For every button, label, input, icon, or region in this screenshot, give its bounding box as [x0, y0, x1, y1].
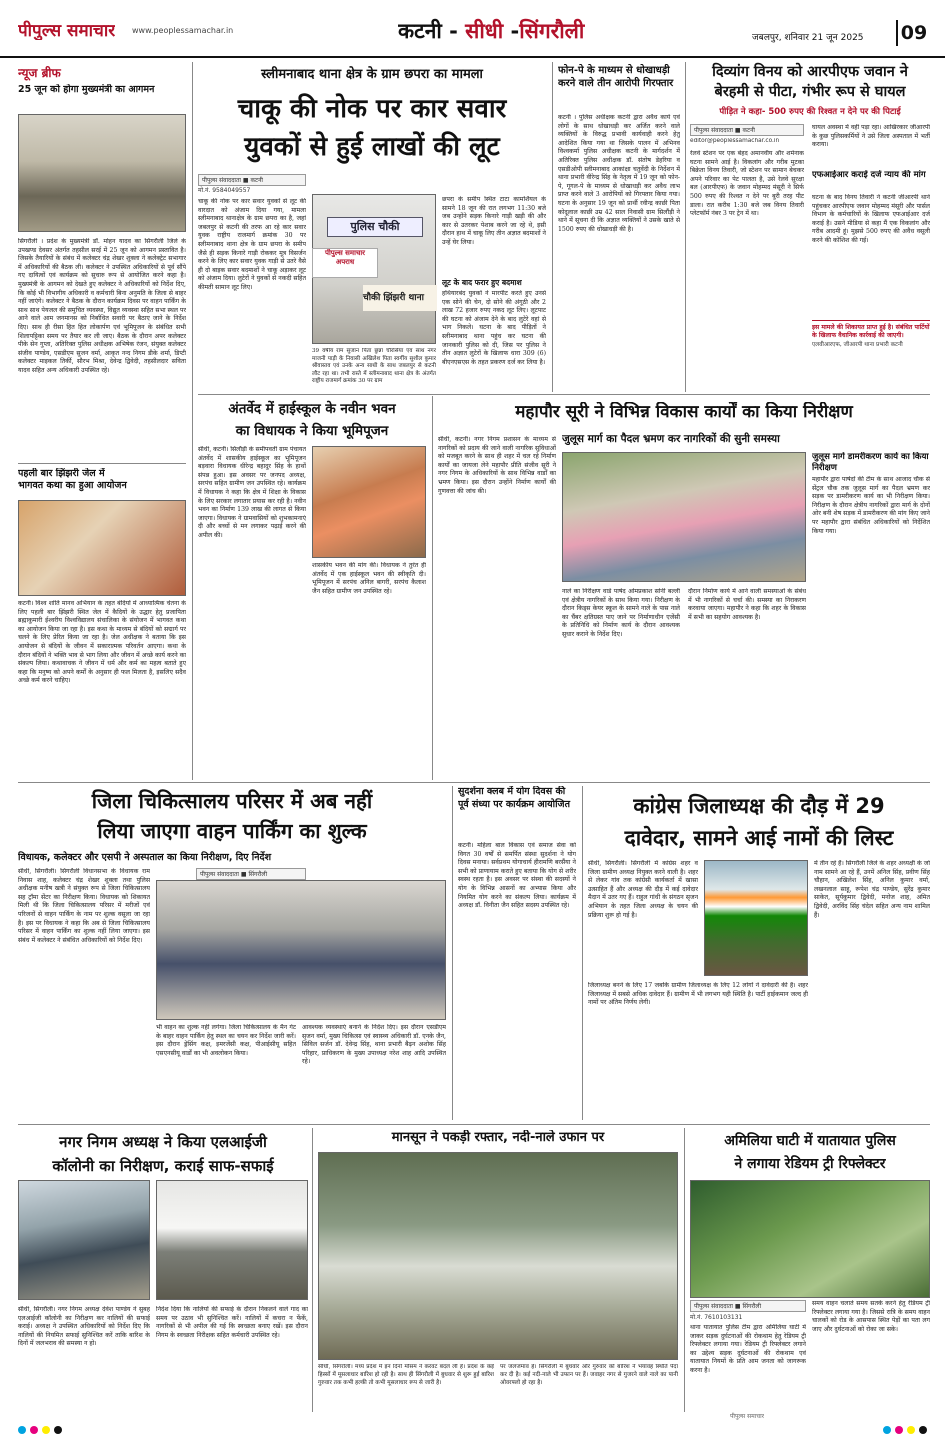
antarved-body: सीधी, कटनी। सिलौंड़ी के समीपवर्ती ग्राम पंचायत अंतर्वेद में शासकीय हाईस्कूल का भूमिपूजन बड़वारा विधायक धीरेन्द्र बहादुर सिंह के हाथों संपन्न हुआ। इस अवसर पर जनपद अध्यक्ष, सरपंच सहित ग्रामीण जन उपस्थित रहे। कार्यक्रम में विधायक ने कहा कि क्षेत्र में शिक्षा के विकास के लिए सरकार लगातार प्रयास कर रही है। नवीन भवन का निर्माण 139 लाख की लागत से किया जाएगा। विधायक ने ग्रामवासियों को शुभकामनाएं दी और बच्चों से मन लगाकर पढ़ाई करने की अपील की। [198, 446, 306, 539]
parking-body-col2: भी वाहन का शुल्क नहीं लगेगा। जिला चिकित्सालय के मैन गेट के बाहर वाहन पार्किंग हेतु स्थल का चयन कर निर्देश जारी करें। इस दौरान ड्रेसिंग कक्ष, इमरजेंसी कक्ष, पीआईसीयू सहित एसएनसीयू वार्डों का भी अवलोकन किया। [156, 1024, 296, 1057]
registration-marks [0, 1422, 945, 1438]
monsoon-caption-2: पर जलजमाव है। सिंगरौली में बुधवार और गुरुवार को बारिश ने भयावह स्थिति पैदा कर दी है। कई नदी-नाले भी उफान पर हैं। जवाहर नगर से गुजरने वाले नाले का पानी ओवरफ्लो हो रहा है। [500, 1364, 678, 1386]
congress-flag-photo [704, 860, 808, 976]
mahapaur-body-col3: दौरान निर्माण कार्य में आने वाली समस्याओं के संबंध में भी नागरिकों से चर्चा की। समस्या का निराकरण करवाया जाएगा। महापौर ने कहा कि शहर के विकास में सभी का सहयोग आवश्यक है। [688, 588, 806, 621]
date: शनिवार 21 जून 2025 [784, 33, 864, 43]
mahapaur-headline: महापौर सूरी ने विभिन्न विकास कार्यों का किया निरीक्षण [515, 402, 853, 422]
antarved-headline: अंतर्वेद में हाईस्कूल के नवीन भवन का विधायक ने किया भूमिपूजन [228, 401, 396, 439]
mahapaur-side-subhead: जुलूस मार्ग डामरीकरण कार्य का किया निरीक्षण [812, 452, 929, 473]
chaku-body-col2b: हथियारबंद युवकों ने मारपीट करते हुए उनसे एक सोने की चेन, दो सोने की अंगूठी और 2 लाख 72 हजार रुपए नकद लूट लिए। लूटपाट की घटना को अंजाम देने के बाद लुटेरे वहां से भाग निकले। घटना के बाद पीड़ितों ने स्लीमनाबाद थाना पहुंच कर घटना की जानकारी पुलिस को दी, जिस पर पुलिस ने तीन अज्ञात लुटेरों के खिलाफ धारा 309 (6) बीएनएसएस के तहत प्रकरण दर्ज कर लिया है। [442, 290, 546, 366]
divyang-headline: दिव्यांग विनय को आरपीएफ जवान ने बेरहमी से पीटा, गंभीर रूप से घायल [712, 64, 908, 100]
monsoon-caption: सीधी, सिंगरौली। मध्य प्रदेश में इन दिनों मौसम ने करवट बदल ली है। प्रदेश के कई हिस्सों में मूसलाधार बारिश हो रही है। साथ ही सिंगरौली में बुधवार से शुरू हुई बारिश गुरुवार तक कभी हल्की तो कभी मूसलाधार रूप से जारी है। [318, 1364, 494, 1386]
divyang-subhead: पीड़ित ने कहा- 500 रुपए की रिश्वत न देने पर की पिटाई [719, 107, 901, 117]
congress-body-col3: जिलाध्यक्ष बनने के लिए 17 जबकि ग्रामीण जिलाध्यक्ष के लिए 12 लोगों ने दावेदारी की है। शहर जिलाध्यक्ष में सबसे अधिक दावेदार हैं। ग्रामीण में भी लगभग यही स्थिति है। पार्टी हाईकमान जल्द ही नामों पर अंतिम निर्णय लेगी। [588, 982, 808, 1007]
hospital-inspection-photo [156, 880, 446, 1020]
chaku-headline: चाकू की नोक पर कार सवार युवकों से हुई लाखों की लूट [237, 94, 507, 162]
chowki-sign-2: चौकी झिंझरी थाना [363, 285, 437, 311]
divyang-byline: पीपुल्स संवाददाता ■ कटनी [690, 124, 804, 136]
antarved-caption: शासकीय भवन की मांग की। विधायक ने तुरंत ही अंतर्वेद में एक हाईस्कूल भवन की स्वीकृति दी। भूमिपूजन में सरपंच अनिल बागरी, सरपंच कैलाश जैन सहित ग्रामीण जन उपस्थित रहे। [312, 562, 426, 595]
amiliya-mobile: मो.नं. 7610103131 [690, 1314, 743, 1321]
chaku-mobile: मो.नं. 9584049557 [198, 187, 251, 194]
bhagwat-katha-photo [18, 500, 186, 596]
paper-logo [18, 18, 115, 40]
jhinjhri-headline: पहली बार झिंझरी जेल में भागवत कथा का हुआ आयोजन [18, 468, 127, 491]
divyang-body-col2b: घटना के बाद विनय तिवारी ने कटनी जीआरपी थाने पहुंचकर आरपीएफ जवान मोहम्मद मंसूरी और पार्सल विभाग के कर्मचारियों के खिलाफ एफआईआर दर्ज कराई है। उसने मीडिया से कहा मैं एक विकलांग और गरीब आदमी हूं। मुझसे 500 रुपए की अवैध वसूली करने की कोशिश की गई। [812, 194, 930, 244]
parking-byline: पीपुल्स संवाददाता ■ सिंगरौली [196, 868, 306, 880]
congress-headline: कांग्रेस जिलाध्यक्ष की दौड़ में 29 दावेदार, सामने आई नामों की लिस्ट [624, 794, 894, 850]
edition-singrauli: सिंगरौली [519, 19, 585, 43]
chaku-byline: पीपुल्स संवाददाता ■ कटनी [198, 174, 306, 186]
divyang-body-col2: घायल अवस्था में वहीं पड़ा रहा। आखिरकार जीआरपी के कुछ पुलिसकर्मियों ने उसे जिला अस्पताल में भर्ती कराया। [812, 124, 930, 149]
amiliya-body-col2: समय वाहन चलाते समय सतर्क करने हेतु रेडियम ट्री रिफ्लेक्टर लगाया गया है। जिससे रात्रि के समय वाहन चालकों को रोड के आसपास स्थित पेड़ों का पता लग जाए और दुर्घटनाओं को रोका जा सके। [812, 1300, 930, 1333]
flood-photo [318, 1152, 678, 1360]
yoga-headline: सुदर्शना क्लब में योग दिवस की पूर्व संध्या पर कार्यक्रम आयोजित [458, 786, 571, 810]
congress-body-col2: में तीन रहे हैं। सिंगरौली जिले के शहर अध्यक्षी के जो नाम सामने आ रहे हैं, उनमें अनिल सिंह, प्रवीण सिंह चौहान, अखिलेश सिंह, अनिल कुमार वर्मा, लखनलाल साहू, रूपेश चंद्र पाण्डेय, सुरेंद्र कुमार साकेत, सूर्यकुमार द्विवेदी, मनोज शाह, अमित द्विवेदी, अरविंद सिंह चंदेल सहित अन्य नाम शामिल हैं। [814, 860, 930, 919]
mahapaur-body-col1: सीधी, कटनी। नगर निगम प्रशासन के माध्यम से नागरिकों को प्रदाय की जाने वाली नागरिक सुविधाओं को मजबूत करने के साथ ही शहर में चल रहे निर्माण कार्यों का जायजा लेने महापौर प्रीति संजीव सूरी ने नगर निगम के अधिकारियों के साथ विभिन्न वार्डों का भ्रमण किया। इस दौरान उन्होंने निर्माण कार्यों की गुणवत्ता की जांच की। [438, 436, 556, 495]
yoga-body: कटनी। महिला बाल विकास एवं समाज सेवा को विगत 30 वर्षों से समर्पित संस्था सुदर्शना ने योग दिवस मनाया। सर्वप्रथम योगाचार्य हीरामणि बरसैंया ने सभी को प्राणायाम कराते हुए बताया कि योग से शरीर स्वस्थ रहता है। इस अवसर पर संस्था की सदस्यों ने योग के विभिन्न आसनों का अभ्यास किया और नियमित योग करने का संकल्प लिया। कार्यक्रम में अध्यक्ष डॉ. विनीता जैन सहित सदस्य उपस्थित रहे। [458, 842, 576, 910]
phonepe-headline: फोन-पे के माध्यम से धोखाधड़ी करने वाले तीन आरोपी गिरफ्तार [558, 65, 674, 89]
divyang-subhead2: एफआईआर कराई दर्ज न्याय की मांग [812, 170, 926, 180]
news-brief-headline: 25 जून को होगा मुख्यमंत्री का आगमन [18, 84, 155, 95]
mahapaur-inspection-photo [562, 452, 806, 582]
mahapaur-subhead: जुलूस मार्ग का पैदल भ्रमण कर नागरिकों की सुनी समस्या [562, 433, 780, 445]
nagar-nigam-body-col2: निर्देश दिया कि नालियों की सफाई के दौरान निकलने वाले गाद का समय पर उठाव भी सुनिश्चित करें। नालियों में कचरा न फेंकें, नागरिकों से भी अपील की गई कि स्वच्छता बनाए रखें। इस दौरान निगम के स्वच्छता निरीक्षक सहित कर्मचारी उपस्थित रहे। [156, 1306, 308, 1339]
nagar-nigam-officials-photo [18, 1180, 150, 1300]
phonepe-body: कटनी । पुलिस अधीक्षक कटनी द्वारा अवैध कार्य एवं लोगों के साथ धोखाधड़ी कर अर्जित करने वाले व्यक्तियों के विरुद्ध प्रभावी कार्यवाही करने हेतु आदेशित किया गया था जिसके पालन में अभिनव विश्वकर्मा पुलिस अधीक्षक कटनी के मार्गदर्शन में अतिरिक्त पुलिस अधीक्षक डॉ. संतोष डेहरिया व एसडीओपी स्लीमनाबाद आकांक्षा चतुर्वेदी के निर्देशन में थाना प्रभारी वीरेन्द्र सिंह के नेतृत्व में 19 जून को फोन-पे, गूगल-पे के माध्यम से धोखाधड़ी कर अवैध लाभ प्राप्त करने वाले 3 आरोपियों को गिरफ्तार किया गया। घटना के अनुसार 19 जून को प्रार्थी रवीन्द्र काछी पिता कोदूलाल काछी उम्र 42 साल निवासी ग्राम सिलौंड़ी ने थाने में सूचना दी कि अज्ञात व्यक्तियों ने उसके खाते से 1500 रुपए की धोखाधड़ी की है। [558, 114, 680, 233]
dateline [752, 30, 864, 43]
divyang-body-col1: रेलवे स्टेशन पर एक बेहद अमानवीय और शर्मनाक घटना सामने आई है। विकलांग और गरीब मुटका बिक्रेता विनय तिवारी, जो स्टेशन पर सामान बेचकर अपने परिवार का पेट पालता है, उसे रेलवे सुरक्षा बल (आरपीएफ) के जवान मोहम्मद मंसूरी ने सिर्फ 500 रुपए की रिश्वत न देने पर बुरी तरह पीट डाला। रात करीब 1:30 बजे जब विनय तिवारी प्लेटफॉर्म नंबर 3 पर ट्रेन में था। [690, 150, 804, 218]
divyang-quote: इस मामले की शिकायत प्राप्त हुई है। संबंधित पार्टियों के खिलाफ वैधानिक कार्रवाई की जाएगी। एलवीआरएफ, जीआरपी थाना प्रभारी कटनी [812, 320, 930, 388]
city: जबलपुर, [752, 33, 782, 43]
website: www.peoplessamachar.in [132, 26, 234, 35]
chaku-body-col1: चाकू की नोक पर कार सवार युवकों से लूट की वारदात को अंजाम दिया गया, मामला स्लीमनाबाद थानाक्षेत्र के ग्राम छपरा का है, जहां जबलपुर से कटनी की तरफ आ रहे कार सवार युवक राष्ट्रीय राजमार्ग क्रमांक 30 पर स्लीमनाबाद थाना क्षेत्र के ग्राम छपरा के समीप जैसे ही सड़क किनारे गाड़ी रोककर मूत्र विसर्जन करने के लिए कार सवार युवक गाड़ी से उतरे वैसे ही दो बाइक सवार बदमाशों ने चाकू अड़ाकर लूट को अंजाम दिया। लुटेरों ने युवकों से नकदी सहित कीमती सामान लूट लिए। [198, 198, 306, 291]
edition-sidhi: सीधी [465, 19, 504, 43]
nagar-nigam-body-col1: सीधी, सिंगरौली। नगर निगम अध्यक्ष देवेश पाण्डेय ने सुबह एलआईजी कॉलोनी का निरीक्षण कर नालियों की सफाई कराई। अध्यक्ष ने उपस्थित अधिकारियों को निर्देश दिए कि नालियों की नियमित सफाई सुनिश्चित करें ताकि बारिश के दिनों में जलभराव की समस्या न हो। [18, 1306, 150, 1348]
chaku-subhead: लूट के बाद फरार हुए बदमाश [442, 278, 522, 287]
edition-title: कटनी - सीधी -सिंगरौली [398, 19, 585, 43]
mahapaur-side-body: महापौर द्वारा पार्षदों की टीम के साथ आजाद चौक से सेंट्रल चौक तक जुलूस मार्ग का पैदल भ्रमण कर सड़क पर डामरीकरण कार्य का भी निरीक्षण किया। निरीक्षण के दौरान क्षेत्रीय नागरिकों द्वारा मार्ग के दोनों ओर बनी शेष सड़क में डामरीकरण की मांग किए जाने पर महापौर द्वारा संबंधित अधिकारियों को निर्देशित किया गया। [812, 476, 930, 535]
footer-credit: पीपुल्स समाचार [730, 1413, 765, 1420]
divider [18, 463, 186, 464]
parking-subhead: विधायक, कलेक्टर और एसपी ने अस्पताल का किया निरीक्षण, दिए निर्देश [18, 852, 272, 863]
radium-reflector-photo [690, 1180, 930, 1298]
chaku-kicker: स्लीमनाबाद थाना क्षेत्र के ग्राम छपरा का मामला [261, 67, 483, 82]
amiliya-body-col1: थाना यातायात पुलिस टीम द्वारा अमिलिया घाटी में जाकर सड़क दुर्घटनाओं की रोकथाम हेतु रेडियम ट्री रिफ्लेक्टर लगाया गया। रेडियम ट्री रिफ्लेक्टर लगाने का उद्देश्य सड़क दुर्घटनाओं की रोकथाम एवं यातायात नियमों के प्रति आम जनता को जागरूक करना है। [690, 1324, 806, 1374]
parking-headline: जिला चिकित्सालय परिसर में अब नहीं लिया जाएगा वाहन पार्किंग का शुल्क [91, 789, 373, 843]
paper-name: पीपुल्स समाचार [18, 21, 116, 40]
edition-katni: कटनी [398, 19, 442, 43]
congress-body-col1: सीधी, सिंगरौली। सिंगरौली में कांग्रेस शहर व जिला ग्रामीण अध्यक्ष नियुक्त करने वाली है। शहर से लेकर गांव तक कांग्रेसी कार्यकर्ता में खासा उत्साहित हैं और अध्यक्ष की दौड़ में कई दावेदार मैदान में उतर गए हैं। राहुल गांधी के संगठन सृजन अभियान के तहत जिला अध्यक्ष के चयन की प्रक्रिया शुरू हो गई है। [588, 860, 698, 919]
truck-photo [156, 1180, 308, 1300]
masthead [0, 0, 945, 58]
page-number: 09 [896, 20, 930, 46]
news-brief-body: सिंगरौली । प्रदेश के मुख्यमंत्री डॉ. मोहन यादव का सिंगरौली जिले के उपखण्ड देवसर अंतर्गत तहसील सरई में 25 जून को आगमन प्रस्तावित है। जिसके तैयारियों के संबंध में कलेक्टर चंद्र शेखर शुक्ला ने कलेक्ट्रेट सभागार में अधिकारियों की बैठक ली। कलेक्टर ने उपस्थित अधिकारियों से पूर्व सौंपे गए दायित्वों एवं कार्यक्रम को सुचारु रूप से आयोजित करने कहा है। मुख्यमंत्री के आगमन को देखते हुए कलेक्टर ने अधिकारियों को निर्देश दिए, कि कोई भी विभागीय अधिकारी व कर्मचारी बिना अनुमति के जिला से बाहर नहीं जाएंगे। कलेक्टर ने बैठक के दौरान कार्यक्रम दिवस पर वाहन पार्किंग के साथ साथ पेयजल की समुचित व्यवस्था, विद्युत व्यवस्था सहित सभा स्थल पर आने वाले आम जनमानस को निर्बाधित सवारी पर बैठाए जाने के निर्देश दिए। साथ ही रीसा हित हित लोकार्पण एवं भूमिपूजन के संबंधित सभी शिलापट्टिका समय पर तैयार कर ली जाए। बैठक के दौरान अपर कलेक्टर पीके सेन गुप्ता, अतिरिक्त पुलिस अधीक्षक अभिषेक रंजन, संयुक्त कलेक्टर संजीव पाण्डेय, एसडीएम सुजन वर्मा, आकृत नन्द निगम डीके शर्मा, डिप्टी कलेक्टर माइकल तिर्की, सौरभ मिश्रा, देवेन्द्र द्विवेदी, तहसीलदार सविता यादव सहित अन्य अधिकारी उपस्थित रहे। [18, 238, 186, 374]
monsoon-headline: मानसून ने पकड़ी रफ्तार, नदी-नाले उफान पर [391, 1130, 605, 1145]
chowki-sign: पुलिस चौकी [327, 217, 423, 237]
mahapaur-body-col2: नाले का निरीक्षण वार्ड पार्षद ओमप्रकाश सोनी बल्ली एवं क्षेत्रीय नागरिकों के साथ किया गया। निरीक्षण के दौरान किड्स केयर स्कूल के सामने नाले के पास नाले का चैंबर क्षतिग्रस्त पाए जाने पर निर्माणाधीन एजेंसी के प्रतिनिधि को निर्माण कार्य के दौरान आवश्यक सुधार कराने के निर्देश दिए। [562, 588, 680, 638]
parking-body-col3: आवश्यक व्यवस्थाएं बनाने के निर्देश दिए। इस दौरान एसडीएम सृजन वर्मा, मुख्य चिकित्सा एवं स्वास्थ्य अधिकारी डॉ. एनके जैन, सिविल सर्जन डॉ. देवेन्द्र सिंह, थाना प्रभारी बैढ़न अशोक सिंह परिहार, प्राधिकरण के मुख्य उपाध्यक्ष नरेश शाह आदि उपस्थित रहे। [302, 1024, 446, 1066]
amiliya-headline: अमिलिया घाटी में यातायात पुलिस ने लगाया रेडियम ट्री रिफ्लेक्टर [724, 1133, 896, 1172]
crime-inset: पीपुल्स समाचार अपराध [312, 248, 378, 278]
divyang-email: editor@peoplessamachar.co.in [690, 138, 780, 144]
bhoomipujan-photo [312, 446, 426, 558]
nagar-nigam-headline: नगर निगम अध्यक्ष ने किया एलआईजी कॉलोनी का निरीक्षण, कराई साफ-सफाई [52, 1133, 274, 1175]
chaku-caption: 39 वर्षीय राम सुजान पिता छुन्ना चौरसिया एवं साथ नगर माजनी पाड़ी के निवासी अखिलेश पिता स्वर्गीय सुशील कुमार श्रीवास्तव एवं उनके अन्य साथी के साथ जबलपुर से कटनी लौट रहा था। तभी रास्ते में स्लीमनाबाद थाना क्षेत्र के अंतर्गत राष्ट्रीय राजमार्ग क्रमांक 30 पर ग्राम [312, 348, 436, 385]
parking-body: सीधी, सिंगरौली। सिंगरौली विधानसभा के विधायक राम निवास शाह, कलेक्टर चंद्र शेखर शुक्ला तथा पुलिस अधीक्षक मनीष खत्री ने संयुक्त रूप से जिला चिकित्सालय सह ट्रॉमा सेंटर का निरीक्षण किया। विधायक को शिकायत मिली थी कि जिला चिकित्सालय परिसर में मरीजों एवं परिजनों से वाहन पार्किंग के नाम पर शुल्क वसूला जा रहा है। इस पर विधायक ने कहा कि अब से जिला चिकित्सालय परिसर में वाहन पार्किंग का शुल्क नहीं लिया जाएगा। इस संबंध में कलेक्टर ने संबंधित अधिकारियों को निर्देश दिए। [18, 868, 150, 944]
news-brief-label: न्यूज ब्रीफ [18, 66, 61, 80]
amiliya-byline: पीपुल्स संवाददाता ■ सिंगरौली [690, 1300, 806, 1312]
jhinjhri-body: कटनी। विश्व शांति मानव अभियान के तहत बंदियों में आध्यात्मिक चेतना के लिए पहली बार झिंझरी स्थित जेल में कैदियों के उद्धार हेतु प्रजापिता ब्रह्माकुमारी ईश्वरीय विश्वविद्यालय संचालिका के संयोजन में भागवत कथा का आयोजन किया जा रहा है। इस कथा के माध्यम से बंदियों को सद्मार्ग पर चलने के लिए प्रेरित किया जा रहा है। जेल अधीक्षक ने बताया कि इस आयोजन से बंदियों के जीवन में सकारात्मक परिवर्तन आएगा। कथा के दौरान बंदियों ने भक्ति भाव से भाग लिया और जीवन में अच्छे कार्य करने का संकल्प लिया। कथावाचक ने जीवन में धर्म और कर्म का महत्व बताते हुए कहा कि मनुष्य को अपने कर्मों के अनुसार ही फल मिलता है, इसलिए सदैव अच्छे कर्म करने चाहिए। [18, 600, 186, 685]
cm-meeting-photo [18, 114, 186, 232]
chaku-body-col2: छपरा के समीप स्थित टाटा कामर्शियल के सामने 18 जून की रात लगभग 11:30 बजे जब उन्होंने सड़क किनारे गाड़ी खड़ी की और कार से उतरकर पेशाब करने जा रहे थे, इसी दौरान हाथ में चाकू लिए तीन अज्ञात बदमाशों ने उन्हें घेर लिया। [442, 196, 546, 246]
